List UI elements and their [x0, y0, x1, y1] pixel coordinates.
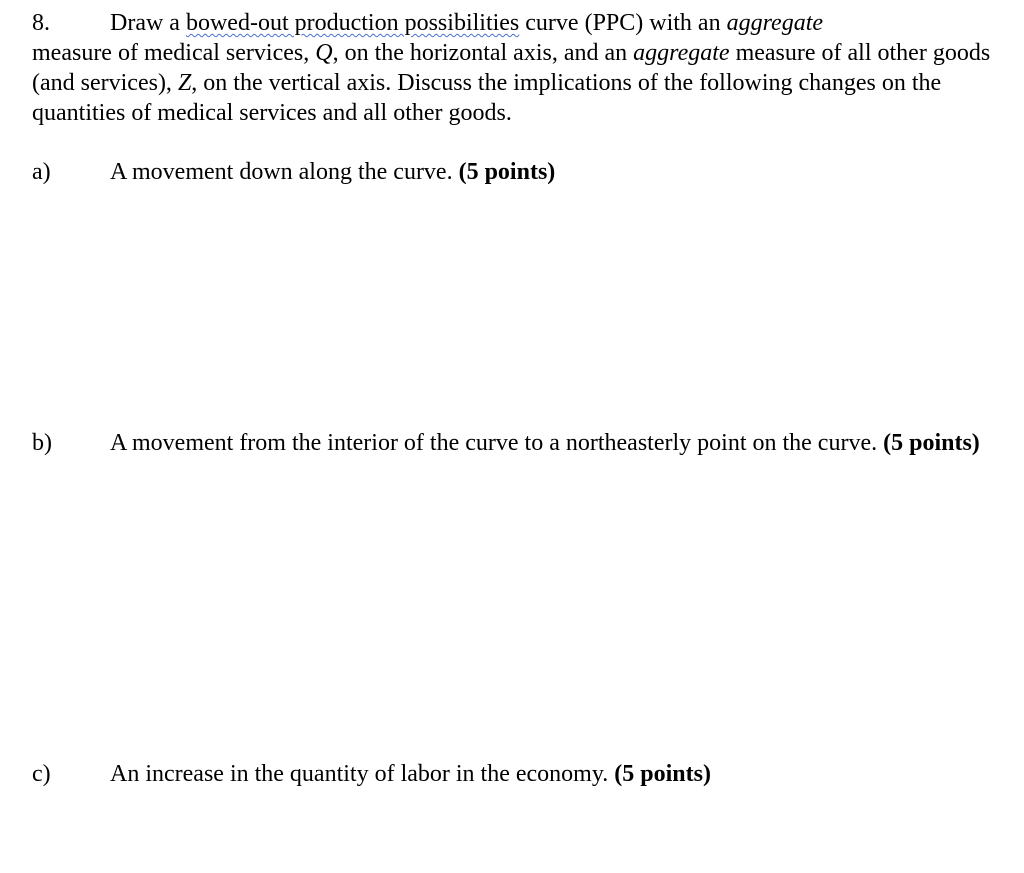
- part-c: [32, 759, 992, 789]
- part-a-points: (5 points): [458, 159, 556, 185]
- part-c-points: (5 points): [614, 761, 711, 787]
- part-b-label: b): [32, 430, 52, 456]
- question-8: [32, 8, 992, 128]
- part-a: [32, 157, 992, 187]
- part-c-label: c): [32, 761, 51, 787]
- question-text-5: measure of all other goods (and services),: [32, 40, 991, 96]
- spellcheck-underlined-phrase: bowed-out production possibilities: [185, 10, 520, 36]
- question-text-4: , on the horizontal axis, and an: [332, 40, 634, 66]
- part-b-points: (5 points): [883, 430, 980, 456]
- question-text-3: measure of medical services,: [32, 40, 316, 66]
- italic-aggregate-1: aggregate: [726, 10, 824, 36]
- italic-z: Z: [177, 70, 192, 96]
- question-text-2: curve (PPC) with an: [519, 10, 727, 36]
- part-c-text: An increase in the quantity of labor in the economy.: [110, 761, 615, 787]
- italic-aggregate-2: aggregate: [633, 40, 730, 66]
- italic-q: Q: [315, 40, 333, 66]
- part-b: [32, 428, 992, 458]
- part-b-text: A movement from the interior of the curve to a northeasterly point on the curve.: [110, 430, 884, 456]
- question-text-1: Draw a: [110, 10, 186, 36]
- part-a-label: a): [32, 159, 51, 185]
- part-a-text: A movement down along the curve.: [110, 159, 459, 185]
- question-text-6: , on the vertical axis. Discuss the implications of the following changes on the quantities of medical services and all other goods.: [32, 70, 942, 126]
- question-number: 8.: [32, 10, 50, 36]
